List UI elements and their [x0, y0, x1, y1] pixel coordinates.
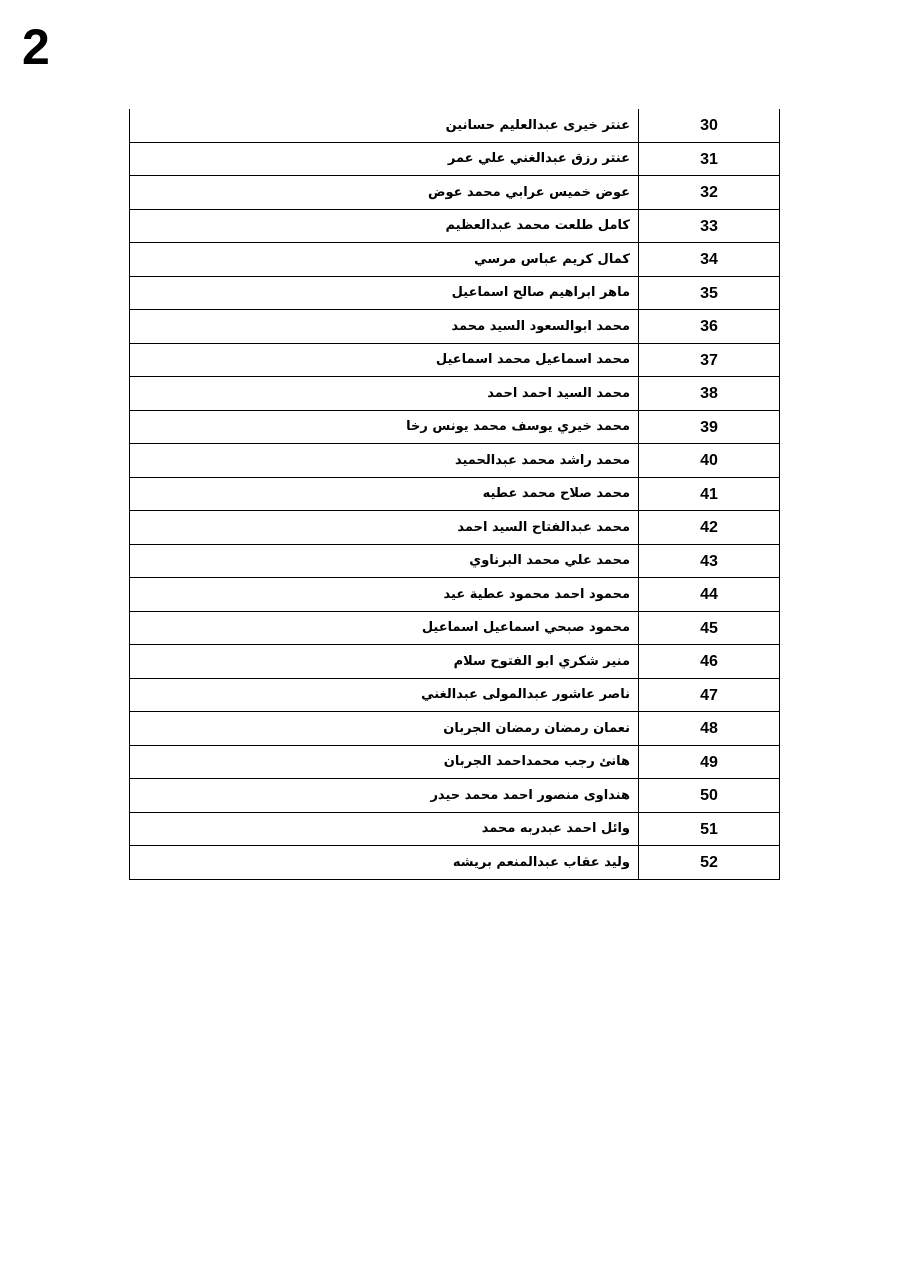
table-row [130, 142, 780, 176]
number-cell: 33 [639, 209, 780, 243]
table-row [130, 343, 780, 377]
number-cell: 32 [639, 176, 780, 210]
table-row [130, 745, 780, 779]
name-cell: محمد ابوالسعود السيد محمد [130, 310, 639, 344]
number-cell: 37 [639, 343, 780, 377]
table-row [130, 276, 780, 310]
table-row [130, 846, 780, 880]
name-cell: محمد اسماعيل محمد اسماعيل [130, 343, 639, 377]
table-row [130, 678, 780, 712]
table-row [130, 209, 780, 243]
table-row [130, 544, 780, 578]
table-row [130, 645, 780, 679]
table-row [130, 477, 780, 511]
number-cell: 39 [639, 410, 780, 444]
number-cell: 34 [639, 243, 780, 277]
number-cell: 46 [639, 645, 780, 679]
table-row [130, 779, 780, 813]
number-cell: 51 [639, 812, 780, 846]
table-row [130, 712, 780, 746]
name-cell: نعمان رمضان رمضان الجربان [130, 712, 639, 746]
name-cell: عنتر خيرى عبدالعليم حسانين [130, 109, 639, 142]
number-cell: 41 [639, 477, 780, 511]
table-row [130, 377, 780, 411]
name-cell: محمد السيد احمد احمد [130, 377, 639, 411]
number-cell: 50 [639, 779, 780, 813]
name-cell: ناصر عاشور عبدالمولى عبدالغني [130, 678, 639, 712]
names-table-body [130, 109, 780, 879]
number-cell: 42 [639, 511, 780, 545]
table-row [130, 410, 780, 444]
number-cell: 44 [639, 578, 780, 612]
number-cell: 31 [639, 142, 780, 176]
name-cell: عنتر رزق عبدالغني علي عمر [130, 142, 639, 176]
table-row [130, 511, 780, 545]
name-cell: محمد علي محمد البرناوي [130, 544, 639, 578]
name-cell: ماهر ابراهيم صالح اسماعيل [130, 276, 639, 310]
name-cell: محمد خيري يوسف محمد يونس رخا [130, 410, 639, 444]
name-cell: كامل طلعت محمد عبدالعظيم [130, 209, 639, 243]
table-row [130, 812, 780, 846]
number-cell: 49 [639, 745, 780, 779]
page-number: 2 [22, 19, 50, 75]
name-cell: محمود صبحي اسماعيل اسماعيل [130, 611, 639, 645]
number-cell: 40 [639, 444, 780, 478]
table-row [130, 611, 780, 645]
number-cell: 52 [639, 846, 780, 880]
name-cell: محمد صلاح محمد عطيه [130, 477, 639, 511]
table-row [130, 310, 780, 344]
name-cell: وائل احمد عبدربه محمد [130, 812, 639, 846]
name-cell: محمود احمد محمود عطية عيد [130, 578, 639, 612]
number-cell: 45 [639, 611, 780, 645]
table-row [130, 444, 780, 478]
name-cell: محمد راشد محمد عبدالحميد [130, 444, 639, 478]
name-cell: محمد عبدالفتاح السيد احمد [130, 511, 639, 545]
name-cell: هانئ رجب محمداحمد الجربان [130, 745, 639, 779]
table-row [130, 109, 780, 142]
number-cell: 35 [639, 276, 780, 310]
name-cell: منير شكري ابو الفتوح سلام [130, 645, 639, 679]
table-row [130, 243, 780, 277]
number-cell: 38 [639, 377, 780, 411]
name-cell: هنداوى منصور احمد محمد حيدر [130, 779, 639, 813]
table-row [130, 176, 780, 210]
name-cell: وليد عقاب عبدالمنعم بريشه [130, 846, 639, 880]
number-cell: 30 [639, 109, 780, 142]
table-row [130, 578, 780, 612]
names-table [129, 109, 780, 880]
number-cell: 43 [639, 544, 780, 578]
number-cell: 48 [639, 712, 780, 746]
name-cell: عوض خميس عرابي محمد عوض [130, 176, 639, 210]
number-cell: 47 [639, 678, 780, 712]
number-cell: 36 [639, 310, 780, 344]
name-cell: كمال كريم عباس مرسي [130, 243, 639, 277]
